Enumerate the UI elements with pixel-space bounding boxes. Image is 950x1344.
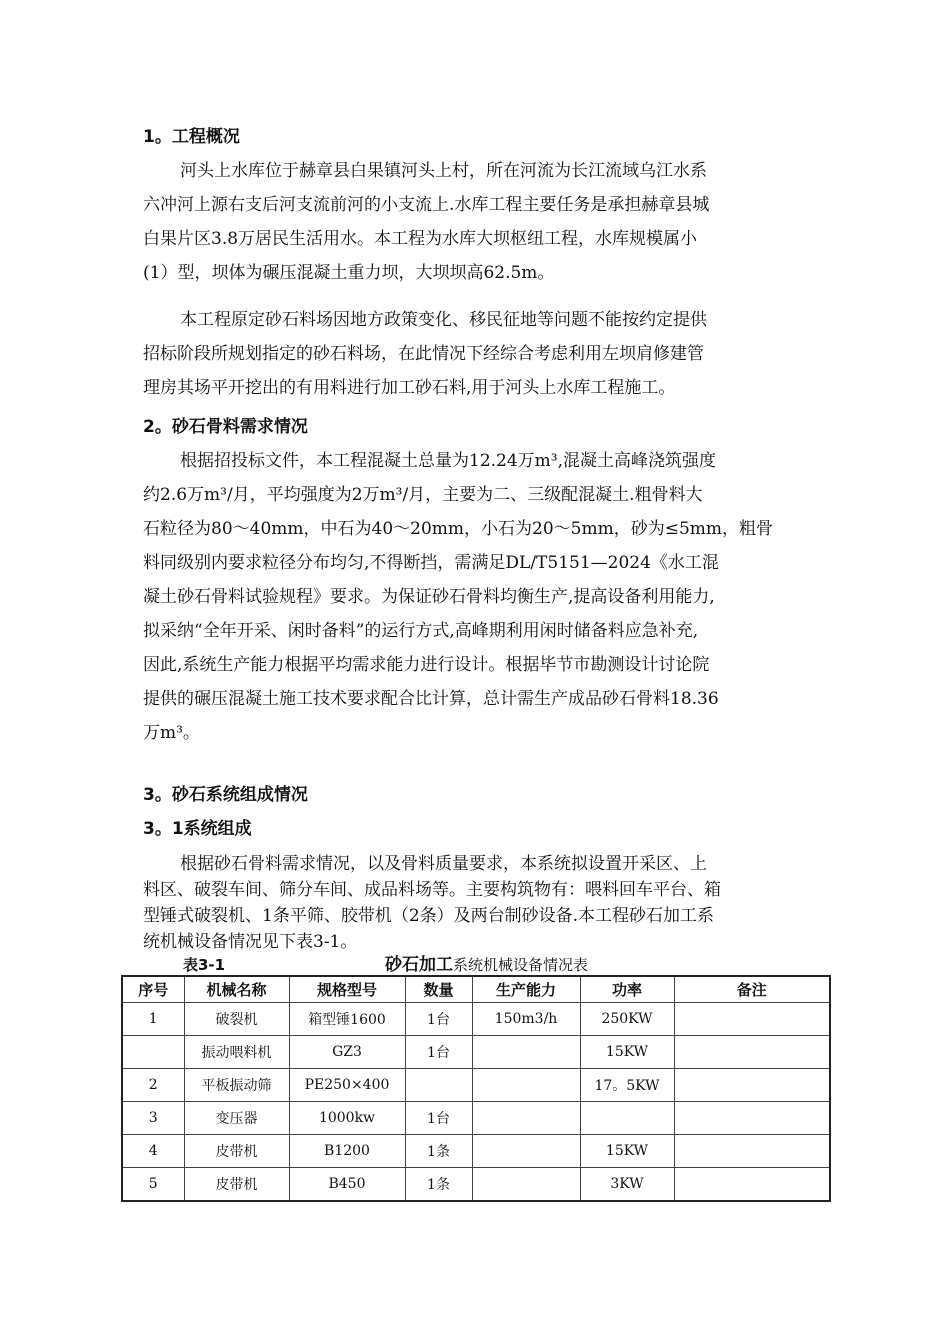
cell-model: B450	[289, 1168, 405, 1202]
cell-power: 17。5KW	[580, 1069, 674, 1102]
text-line: 河头上水库位于赫章县白果镇河头上村，所在河流为长江流域乌江水系	[180, 161, 707, 181]
cell-capacity: 150m3/h	[472, 1003, 580, 1036]
text-line: 料同级别内要求粒径分布均匀,不得断挡，需满足DL/T5151—2024《水工混	[143, 553, 719, 573]
text-line: 因此,系统生产能力根据平均需求能力进行设计。根据毕节市勘测设计讨论院	[143, 655, 710, 675]
table-row	[122, 1036, 830, 1069]
equipment-table	[121, 975, 831, 1202]
header-model: 规格型号	[289, 976, 405, 1003]
table-row	[122, 1135, 830, 1168]
cell-quantity: 1条	[405, 1168, 472, 1202]
cell-capacity	[472, 1069, 580, 1102]
text-line: 万m³。	[143, 723, 200, 743]
text-line: (1）型，坝体为碾压混凝土重力坝，大坝坝高62.5m。	[143, 263, 555, 283]
text-line: 料区、破裂车间、筛分车间、成品料场等。主要构筑物有：喂料回车平台、箱	[143, 880, 721, 900]
text-line: 约2.6万m³/月，平均强度为2万m³/月，主要为二、三级配混凝土.粗骨料大	[143, 485, 703, 505]
header-capacity: 生产能力	[472, 976, 580, 1003]
table-caption-title-bold: 砂石加工	[385, 955, 453, 975]
text-line: 统机械设备情况见下表3-1。	[143, 932, 358, 952]
table-row	[122, 1069, 830, 1102]
cell-machine-name: 平板振动筛	[184, 1069, 289, 1102]
table-row	[122, 1003, 830, 1036]
table-caption-number: 表3-1	[183, 956, 226, 974]
cell-model: 箱型锤1600	[289, 1003, 405, 1036]
cell-model: PE250×400	[289, 1069, 405, 1102]
section-1-heading: 1。工程概况	[143, 127, 240, 147]
section-1-paragraph-2	[143, 303, 808, 405]
cell-power: 15KW	[580, 1135, 674, 1168]
text-line: 理房其场平开挖出的有用料进行加工砂石料,用于河头上水库工程施工。	[143, 378, 676, 398]
cell-capacity	[472, 1135, 580, 1168]
cell-index: 4	[122, 1135, 184, 1168]
cell-capacity	[472, 1168, 580, 1202]
cell-model: 1000kw	[289, 1102, 405, 1135]
table-row	[122, 1102, 830, 1135]
cell-remarks	[674, 1003, 830, 1036]
text-line: 拟采纳“全年开采、闲时备料”的运行方式,高峰期利用闲时储备料应急补充,	[143, 621, 699, 641]
cell-machine-name: 破裂机	[184, 1003, 289, 1036]
text-line: 石粒径为80～40mm，中石为40～20mm，小石为20～5mm，砂为≤5mm，粗骨	[143, 519, 773, 539]
text-line: 提供的碾压混凝土施工技术要求配合比计算，总计需生产成品砂石骨料18.36	[143, 689, 719, 709]
text-line: 白果片区3.8万居民生活用水。本工程为水库大坝枢纽工程，水库规模属小	[143, 229, 698, 249]
cell-machine-name: 变压器	[184, 1102, 289, 1135]
header-remarks: 备注	[674, 976, 830, 1003]
cell-index	[122, 1036, 184, 1069]
table-row	[122, 1168, 830, 1202]
section-2-heading: 2。砂石骨料需求情况	[143, 417, 308, 437]
text-line: 招标阶段所规划指定的砂石料场，在此情况下经综合考虑利用左坝肩修建管	[143, 344, 704, 364]
table-caption-title-rest: 系统机械设备情况表	[453, 956, 589, 974]
text-line: 根据招投标文件，本工程混凝土总量为12.24万m³,混凝土高峰浇筑强度	[180, 451, 717, 471]
cell-remarks	[674, 1102, 830, 1135]
cell-machine-name: 振动喂料机	[184, 1036, 289, 1069]
cell-quantity	[405, 1069, 472, 1102]
cell-quantity: 1台	[405, 1036, 472, 1069]
section-2-paragraph	[143, 444, 808, 750]
text-line: 型锤式破裂机、1条平筛、胶带机（2条）及两台制砂设备.本工程砂石加工系	[143, 906, 715, 926]
cell-power	[580, 1102, 674, 1135]
cell-power: 250KW	[580, 1003, 674, 1036]
section-3-1-heading: 3。1系统组成	[143, 819, 252, 839]
cell-model: GZ3	[289, 1036, 405, 1069]
header-quantity: 数量	[405, 976, 472, 1003]
cell-capacity	[472, 1102, 580, 1135]
cell-quantity: 1条	[405, 1135, 472, 1168]
header-power: 功率	[580, 976, 674, 1003]
cell-index: 3	[122, 1102, 184, 1135]
text-line: 本工程原定砂石料场因地方政策变化、移民征地等问题不能按约定提供	[180, 310, 707, 330]
text-line: 凝土砂石骨料试验规程》要求。为保证砂石骨料均衡生产,提高设备利用能力,	[143, 587, 715, 607]
text-line: 六冲河上源右支后河支流前河的小支流上.水库工程主要任务是承担赫章县城	[143, 195, 710, 215]
cell-power: 15KW	[580, 1036, 674, 1069]
cell-index: 1	[122, 1003, 184, 1036]
header-machine-name: 机械名称	[184, 976, 289, 1003]
header-index: 序号	[122, 976, 184, 1003]
cell-power: 3KW	[580, 1168, 674, 1202]
cell-machine-name: 皮带机	[184, 1168, 289, 1202]
cell-remarks	[674, 1069, 830, 1102]
cell-model: B1200	[289, 1135, 405, 1168]
cell-remarks	[674, 1036, 830, 1069]
cell-capacity	[472, 1036, 580, 1069]
cell-index: 2	[122, 1069, 184, 1102]
table-header-row	[122, 976, 830, 1003]
section-3-heading: 3。砂石系统组成情况	[143, 785, 308, 805]
cell-quantity: 1台	[405, 1102, 472, 1135]
text-line: 根据砂石骨料需求情况，以及骨料质量要求，本系统拟设置开采区、上	[180, 854, 707, 874]
table-caption-title	[385, 955, 588, 975]
cell-remarks	[674, 1135, 830, 1168]
section-1-paragraph-1	[143, 154, 808, 290]
section-3-paragraph	[143, 851, 808, 955]
cell-machine-name: 皮带机	[184, 1135, 289, 1168]
cell-remarks	[674, 1168, 830, 1202]
cell-quantity: 1台	[405, 1003, 472, 1036]
cell-index: 5	[122, 1168, 184, 1202]
